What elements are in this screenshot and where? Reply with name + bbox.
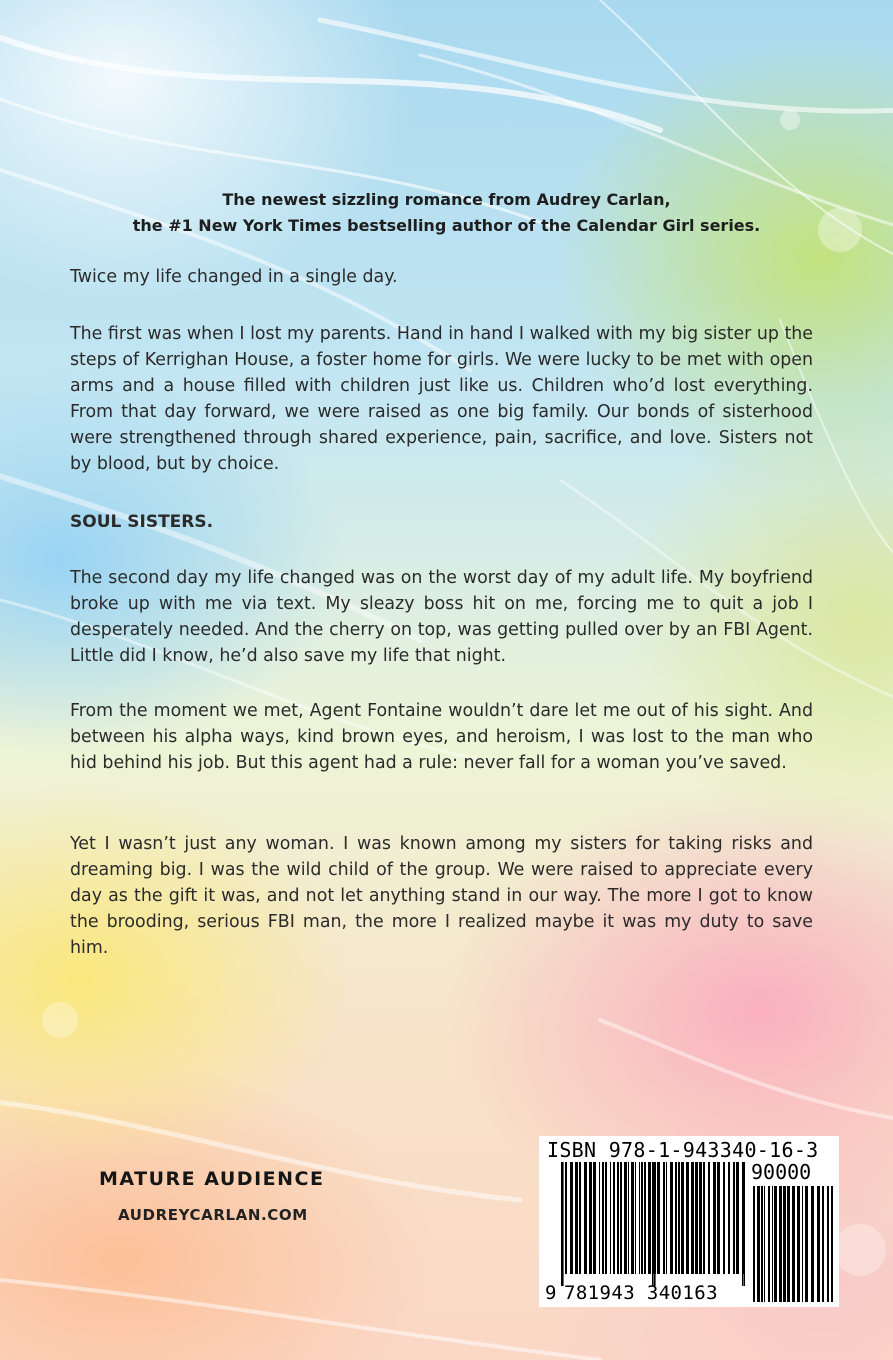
barcode-bar: [648, 1162, 651, 1274]
isbn-label: ISBN 978-1-943340-16-3: [547, 1138, 819, 1162]
author-website: AUDREYCARLAN.COM: [118, 1206, 308, 1224]
barcode-bar: [644, 1162, 646, 1274]
barcode-bar: [593, 1162, 596, 1274]
barcode-bar: [617, 1162, 619, 1274]
barcode-bar: [733, 1162, 735, 1274]
barcode-bar: [703, 1162, 705, 1274]
barcode-bar: [635, 1162, 636, 1274]
barcode-bar: [663, 1162, 665, 1274]
barcode-bar: [811, 1186, 814, 1302]
barcode-bar: [641, 1162, 643, 1274]
ean13-bars: [561, 1162, 745, 1286]
blurb-paragraph-3: The second day my life changed was on the worst day of my adult life. My boyfriend broke up with me via text. My sleazy boss hit on me, forcing me to quit a job I desperately needed. And the cherry on top, was getting pulled over by an FBI Agent. Little did I know, he’d also save my life that night.: [70, 568, 813, 666]
barcode-bar: [768, 1186, 770, 1302]
barcode-bar: [761, 1186, 763, 1302]
mature-audience-label: MATURE AUDIENCE: [99, 1168, 325, 1190]
barcode-bar: [805, 1186, 808, 1302]
barcode-bar: [613, 1162, 615, 1274]
barcode-bar: [699, 1162, 702, 1274]
price-code: 90000: [751, 1160, 812, 1184]
tagline-line-2: the #1 New York Times bestselling author of the Calendar Girl series.: [132, 216, 761, 235]
barcode-bar: [681, 1162, 684, 1274]
barcode-bar: [686, 1162, 689, 1274]
barcode-bar: [797, 1186, 800, 1302]
barcode-bar: [691, 1162, 694, 1274]
barcode-bar: [675, 1162, 677, 1274]
barcode-bar: [570, 1162, 573, 1274]
barcode-bar: [779, 1186, 782, 1302]
blurb-paragraph-1: Twice my life changed in a single day.: [70, 267, 398, 287]
barcode-bar: [822, 1186, 824, 1302]
blurb-paragraph-4: From the moment we met, Agent Fontaine wouldn’t dare let me out of his sight. And between his alpha ways, kind brown eyes, and heroism, I was lost to the man who hid behind his job. But this agent had a rule: never fall for a woman you’ve saved.: [70, 701, 813, 773]
barcode-bar: [639, 1162, 640, 1274]
barcode-guard-bar: [654, 1162, 656, 1286]
barcode-bar: [579, 1162, 581, 1274]
barcode-bar: [602, 1162, 604, 1274]
barcode-bar: [575, 1162, 578, 1274]
isbn-barcode: [539, 1136, 839, 1307]
soul-sisters-heading: SOUL SISTERS.: [70, 512, 214, 532]
barcode-bar: [723, 1162, 725, 1274]
barcode-bar: [783, 1186, 786, 1302]
barcode-guard-bar: [742, 1162, 744, 1286]
barcode-bar: [666, 1162, 667, 1274]
barcode-bar: [757, 1186, 760, 1302]
ean-digits: 781943 340163: [564, 1282, 718, 1304]
barcode-bar: [708, 1162, 710, 1274]
ean-first-digit: 9: [545, 1282, 557, 1304]
barcode-bar: [628, 1162, 629, 1274]
barcode-bar: [827, 1186, 829, 1302]
barcode-bar: [670, 1162, 673, 1274]
barcode-bar: [620, 1162, 622, 1274]
barcode-bar: [584, 1162, 587, 1274]
barcode-bar: [624, 1162, 627, 1274]
barcode-bar: [695, 1162, 698, 1274]
barcode-bar: [736, 1162, 739, 1274]
barcode-bar: [631, 1162, 634, 1274]
barcode-guard-bar: [744, 1162, 745, 1286]
barcode-bar: [605, 1162, 607, 1274]
blurb-paragraph-2: The first was when I lost my parents. Hand in hand I walked with my big sister up the steps of Kerrighan House, a foster home for girls. We were lucky to be met with open arms and a house filled with children just like us. Children who’d lost everything. From that day forward, we were raised as one big family. Our bonds of sisterhood were strengthened through shared experience, pain, sacrifice, and love. Sisters not by blood, but by choice.: [70, 324, 813, 474]
barcode-bar: [728, 1162, 730, 1274]
barcode-bar: [831, 1186, 833, 1302]
addon-bars: [753, 1186, 835, 1302]
barcode-bar: [565, 1162, 567, 1274]
blurb-paragraph-5: Yet I wasn’t just any woman. I was known among my sisters for taking risks and dreaming big. I was the wild child of the group. We were raised to appreciate every day as the gift it was, and not let anything stand in our way. The more I got to know the brooding, serious FBI man, the more I realized maybe it was my duty to save him.: [70, 834, 813, 958]
barcode-bar: [713, 1162, 716, 1274]
barcode-bar: [717, 1162, 720, 1274]
tagline: [0, 187, 893, 239]
barcode-bar: [610, 1162, 611, 1274]
barcode-guard-bar: [562, 1162, 564, 1286]
barcode-bar: [802, 1186, 803, 1302]
tagline-line-1: The newest sizzling romance from Audrey Carlan,: [222, 190, 671, 209]
barcode-bar: [678, 1162, 680, 1274]
barcode-bar: [764, 1186, 765, 1302]
barcode-bar: [787, 1186, 790, 1302]
barcode-bar: [599, 1162, 600, 1274]
barcode-guard-bar: [652, 1162, 654, 1286]
barcode-bar: [774, 1186, 777, 1302]
barcode-bar: [792, 1186, 795, 1302]
barcode-bar: [589, 1162, 592, 1274]
barcode-bar: [657, 1162, 660, 1274]
barcode-bar: [817, 1186, 820, 1302]
barcode-bar: [772, 1186, 773, 1302]
barcode-bar: [753, 1186, 755, 1302]
